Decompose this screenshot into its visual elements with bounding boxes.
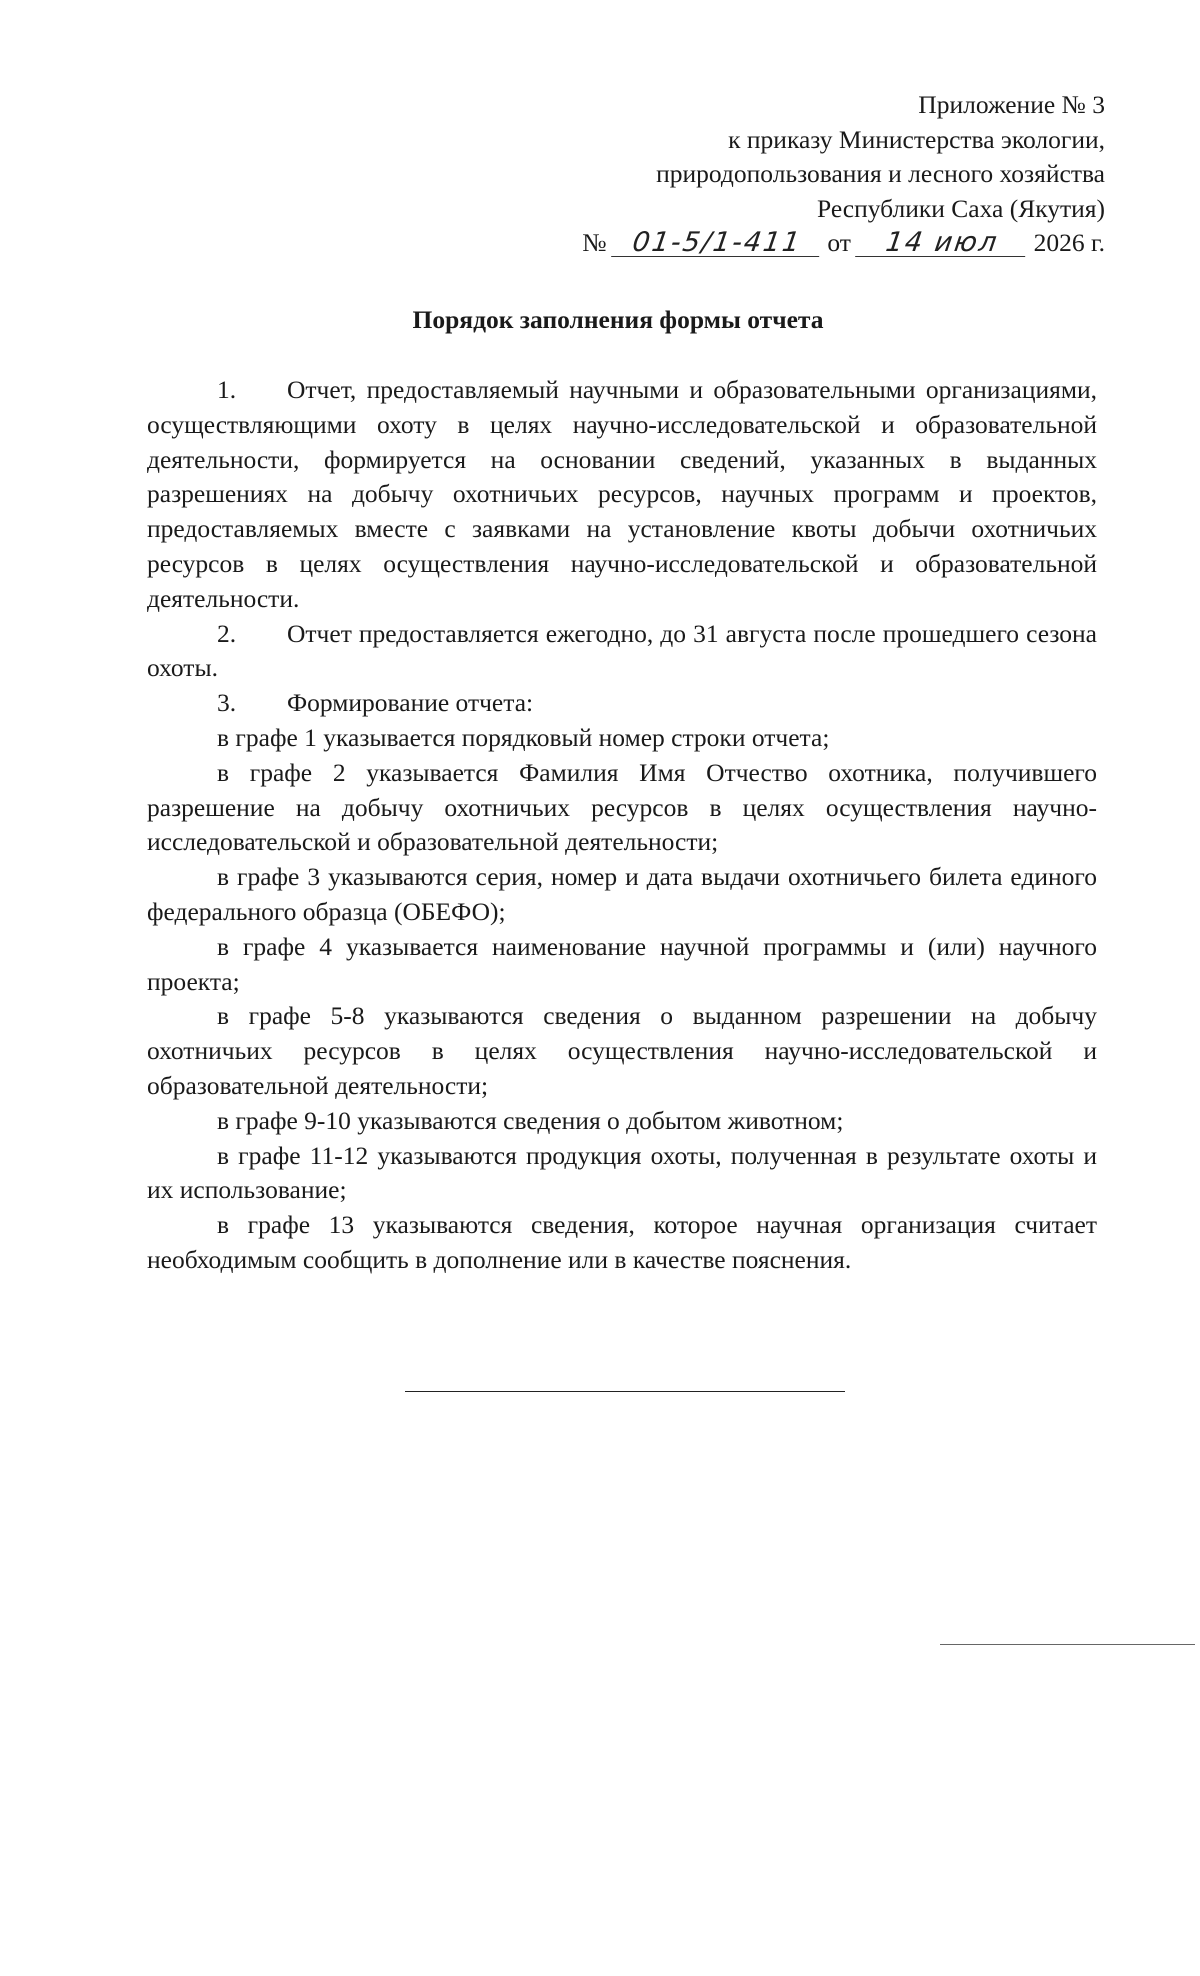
paragraph-text: Отчет, предоставляемый научными и образовательными организациями, осуществляющими охоту в целях научно-исследовательской и образовательной деятельности, формируется на основании сведений, указанных в выданных разрешениях на добычу охотничьих ресурсов, научных программ и проектов, предоставляемых вместе с заявками на установление квоты добычи охотничьих ресурсов в целях осуществления научно-исследовательской и образовательной деятельности. — [147, 375, 1097, 613]
column-5-8-description: в графе 5-8 указываются сведения о выданном разрешении на добычу охотничьих ресурсов в целях осуществления научно-исследовательской и образовательной деятельности; — [147, 1001, 1097, 1100]
document-title: Порядок заполнения формы отчета — [412, 305, 824, 334]
column-3-description: в графе 3 указываются серия, номер и дата выдачи охотничьего билета единого федерального образца (ОБЕФО); — [147, 862, 1097, 926]
column-1-description: в графе 1 указывается порядковый номер строки отчета; — [217, 722, 830, 752]
paragraph-text: Отчет предоставляется ежегодно, до 31 августа после прошедшего сезона охоты. — [147, 618, 1097, 683]
paragraph-text: Формирование отчета: — [287, 688, 534, 718]
appendix-number: Приложение № 3 — [918, 90, 1105, 119]
column-2-description: в графе 2 указывается Фамилия Имя Отчество охотника, получившего разрешение на добычу охотничьих ресурсов в целях осуществления научно-исследовательской и образовательной деятельности; — [147, 757, 1097, 857]
order-year: 2026 г. — [1033, 228, 1105, 258]
from-word: от — [827, 228, 851, 258]
order-reference: к приказу Министерства экологии, — [728, 124, 1105, 154]
paragraph-3 — [147, 686, 1097, 721]
republic-name: Республики Саха (Якутия) — [816, 193, 1105, 223]
column-13-description: в графе 13 указываются сведения, которое научная организация считает необходимым сообщить в дополнение или в качестве пояснения. — [147, 1210, 1097, 1274]
paragraph-number: 2. — [217, 618, 237, 648]
paragraph-number: 3. — [217, 688, 237, 718]
column-4-description: в графе 4 указывается наименование научной программы и (или) научного проекта; — [147, 931, 1097, 996]
handwritten-order-number: 01-5/1-411 — [611, 230, 823, 257]
order-number-line — [582, 226, 1105, 261]
handwritten-date: 14 июл — [855, 230, 1029, 257]
ministry-name: природопользования и лесного хозяйства — [656, 159, 1105, 189]
paragraph-2 — [147, 617, 1097, 687]
end-of-document-rule — [405, 1391, 845, 1392]
document-body — [147, 373, 1097, 1278]
paragraph-number: 1. — [217, 375, 237, 404]
appendix-header — [582, 88, 1105, 261]
scan-artifact-line — [940, 1644, 1195, 1645]
column-11-12-description: в графе 11-12 указываются продукция охоты, полученная в результате охоты и их использование; — [147, 1140, 1097, 1205]
paragraph-1 — [147, 373, 1097, 617]
number-sign: № — [582, 228, 607, 258]
column-9-10-description: в графе 9-10 указываются сведения о добытом животном; — [217, 1105, 844, 1135]
